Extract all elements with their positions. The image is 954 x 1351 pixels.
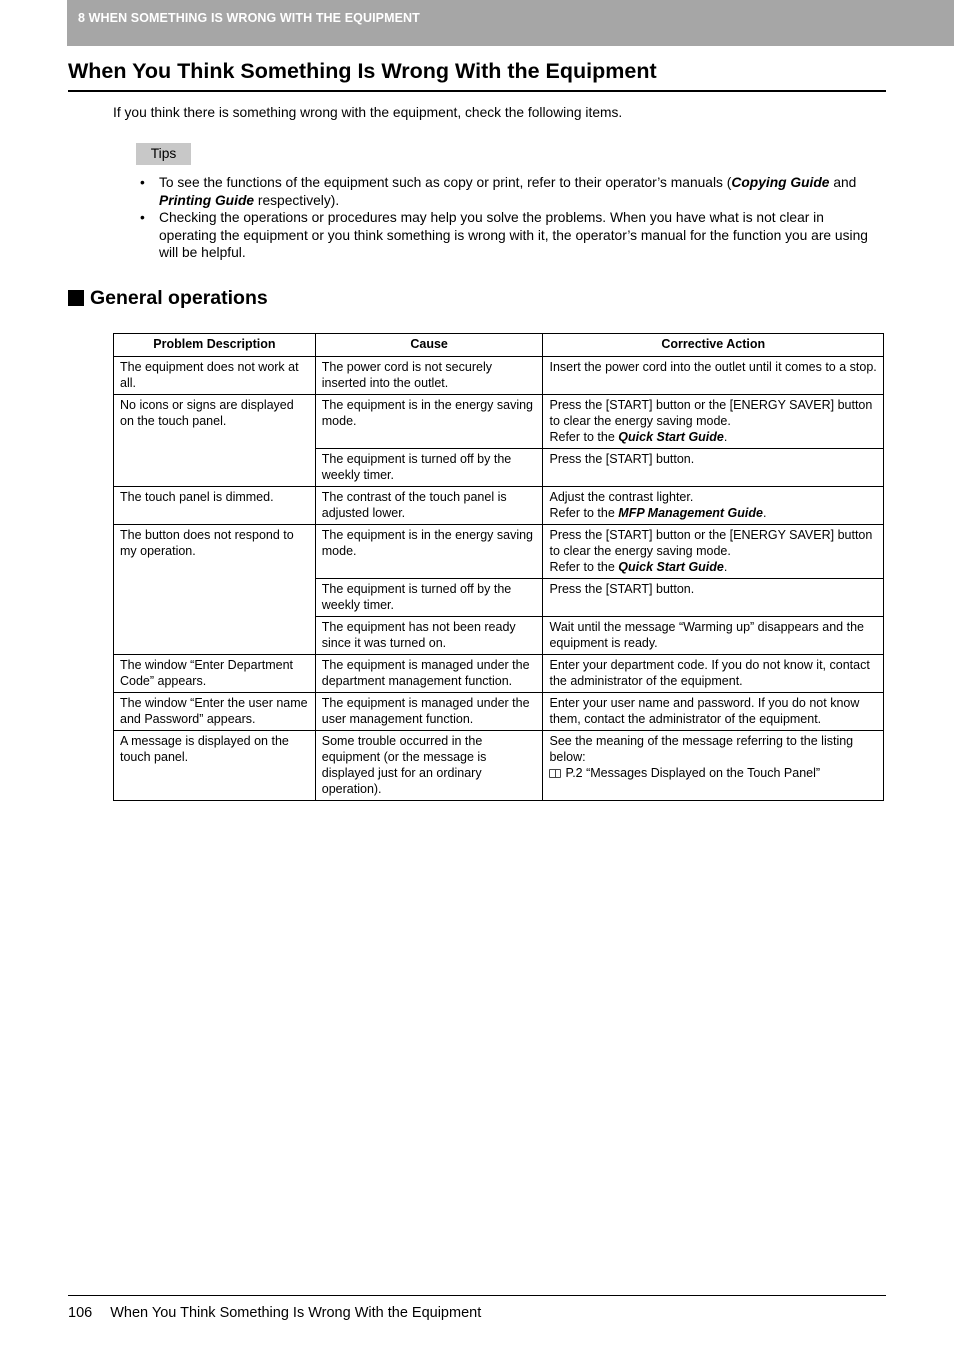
problem-cell: The window “Enter the user name and Password” appears. [114,693,316,731]
table-row [114,395,884,449]
table-header-row [114,334,884,357]
action-cell [543,395,884,449]
action-cell: Enter your department code. If you do not know it, contact the administrator of the equipment. [543,655,884,693]
section-heading-text: General operations [90,287,268,309]
table-row [114,655,884,693]
tips-item [136,174,876,209]
table-row [114,487,884,525]
column-header-cause: Cause [315,334,543,357]
cause-cell: The equipment is managed under the department management function. [315,655,543,693]
action-cell: Wait until the message “Warming up” disappears and the equipment is ready. [543,617,884,655]
guide-reference: Quick Start Guide [618,560,724,574]
table-row [114,357,884,395]
problem-cell: No icons or signs are displayed on the touch panel. [114,395,316,487]
cause-cell: The power cord is not securely inserted into the outlet. [315,357,543,395]
title-divider [68,90,886,92]
book-icon [549,769,561,778]
guide-reference: MFP Management Guide [618,506,763,520]
action-cell [543,731,884,801]
chapter-header-bar [67,0,954,46]
refer-text: Refer to the [549,506,619,520]
table-row [114,731,884,801]
action-cell [543,525,884,579]
tips-label: Tips [136,143,191,165]
action-cell: Press the [START] button. [543,449,884,487]
action-cell: Enter your user name and password. If you do not know them, contact the administrator of the equipment. [543,693,884,731]
bullet: • [140,210,145,225]
table-row [114,693,884,731]
page-number: 106 [68,1305,93,1321]
refer-text: . [723,430,728,444]
page-footer [68,1305,481,1321]
problem-cell: The equipment does not work at all. [114,357,316,395]
guide-reference: Quick Start Guide [618,430,724,444]
action-text: Press the [START] button or the [ENERGY SAVER] button to clear the energy saving mode. [549,398,873,428]
cause-cell: The equipment is in the energy saving mode. [315,395,543,449]
square-bullet-icon [68,290,84,306]
bullet: • [140,175,145,190]
tips-item [136,209,876,262]
refer-text: . [723,560,728,574]
cause-cell: The equipment has not been ready since it was turned on. [315,617,543,655]
refer-text: . [762,506,767,520]
tips-text: and [829,175,857,190]
refer-text: Refer to the [549,560,619,574]
action-cell: Insert the power cord into the outlet until it comes to a stop. [543,357,884,395]
chapter-title: 8 WHEN SOMETHING IS WRONG WITH THE EQUIPMENT [78,11,420,25]
problem-cell: The button does not respond to my operation. [114,525,316,655]
cause-cell: The equipment is managed under the user management function. [315,693,543,731]
footer-divider [68,1295,886,1296]
cause-cell: The equipment is turned off by the weekly timer. [315,579,543,617]
footer-title: When You Think Something Is Wrong With the Equipment [110,1305,482,1321]
column-header-problem: Problem Description [114,334,316,357]
page-title: When You Think Something Is Wrong With the Equipment [68,59,657,83]
tips-text: To see the functions of the equipment such as copy or print, refer to their operator’s manuals ( [159,175,732,190]
action-text: Adjust the contrast lighter. [549,490,694,504]
cause-cell: The contrast of the touch panel is adjusted lower. [315,487,543,525]
problem-cell: A message is displayed on the touch panel. [114,731,316,801]
cause-cell: Some trouble occurred in the equipment (or the message is displayed just for an ordinary operation). [315,731,543,801]
action-cell [543,487,884,525]
problem-cell: The window “Enter Department Code” appears. [114,655,316,693]
tips-text: Checking the operations or procedures may help you solve the problems. When you have what is not clear in operating the equipment or you think something is wrong with it, the operator’s manual for the function you are using will be helpful. [159,210,868,260]
printing-guide-ref: Printing Guide [159,192,255,208]
troubleshooting-table [113,333,884,801]
tips-text: respectively). [254,192,340,208]
intro-text: If you think there is something wrong with the equipment, check the following items. [113,105,623,120]
cause-cell: The equipment is in the energy saving mode. [315,525,543,579]
column-header-action: Corrective Action [543,334,884,357]
cause-cell: The equipment is turned off by the weekly timer. [315,449,543,487]
action-text: Press the [START] button or the [ENERGY SAVER] button to clear the energy saving mode. [549,528,873,558]
tips-list [136,174,876,262]
action-cell: Press the [START] button. [543,579,884,617]
section-heading [68,286,268,310]
copying-guide-ref: Copying Guide [731,175,830,190]
problem-cell: The touch panel is dimmed. [114,487,316,525]
table-row [114,525,884,579]
page-reference-link[interactable] [549,766,820,780]
refer-text: Refer to the [549,430,619,444]
page-reference-text[interactable]: P.2 “Messages Displayed on the Touch Panel” [565,766,821,780]
action-text: See the meaning of the message referring to the listing below: [549,734,854,764]
